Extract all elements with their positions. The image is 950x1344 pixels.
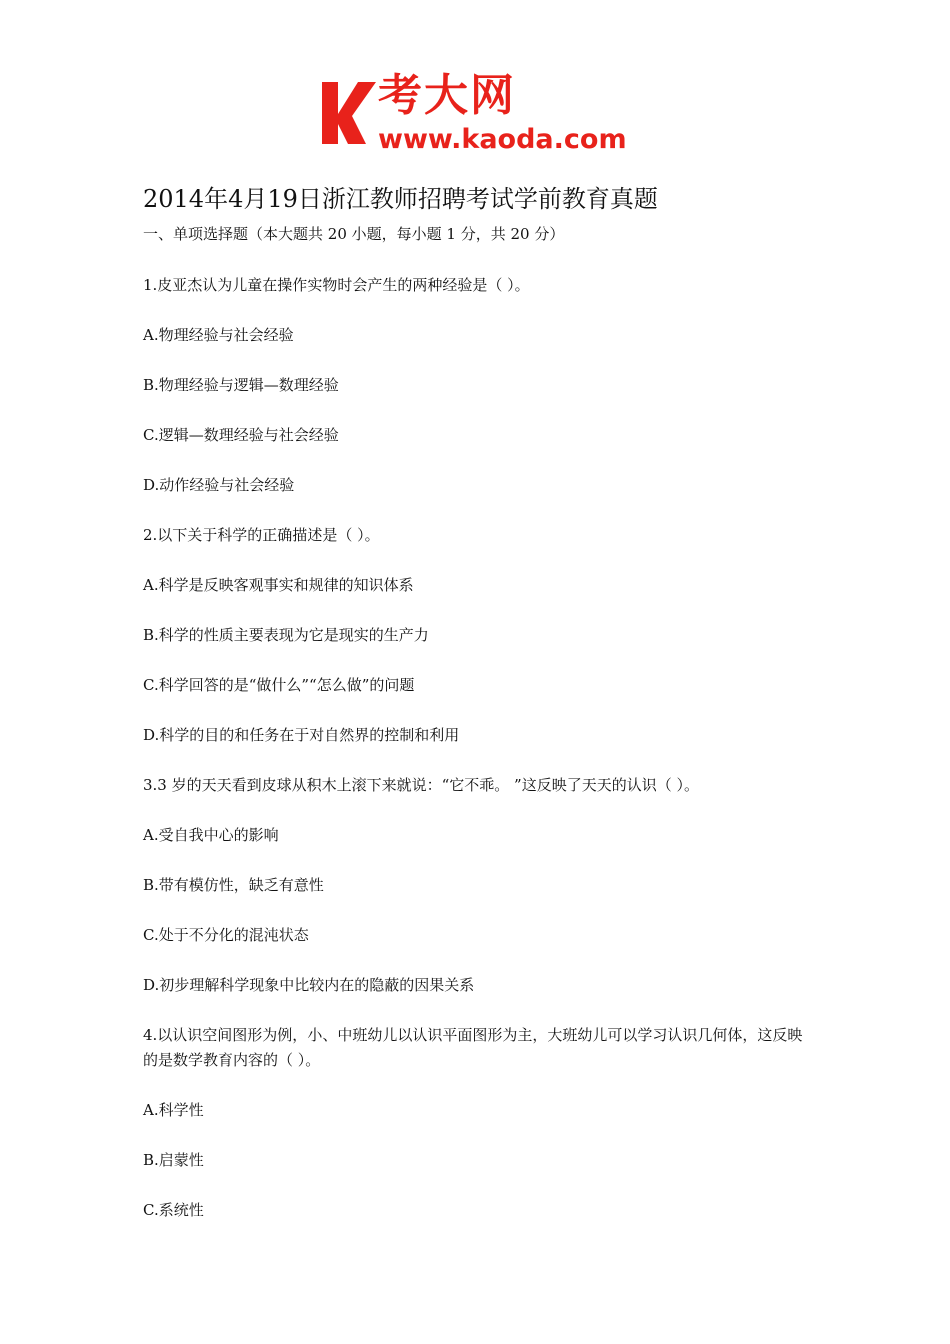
- exam-content: [143, 223, 823, 1248]
- option-a: A.物理经验与社会经验: [143, 326, 294, 344]
- option-c: C.系统性: [143, 1201, 204, 1219]
- question-2: [143, 523, 823, 748]
- option-b: B.物理经验与逻辑—数理经验: [143, 376, 339, 394]
- option-d: D.动作经验与社会经验: [143, 476, 295, 494]
- k-logo-icon: [318, 78, 380, 148]
- question-stem: 4.以认识空间图形为例，小、中班幼儿以认识平面图形为主，大班幼儿可以学习认识几何体，这反映的是数学教育内容的（ ）。: [143, 1026, 803, 1069]
- document-title: 2014年4月19日浙江教师招聘考试学前教育真题: [143, 185, 658, 213]
- kaoda-logo: [318, 70, 648, 160]
- option-a: A.科学是反映客观事实和规律的知识体系: [143, 576, 414, 594]
- option-c: C.处于不分化的混沌状态: [143, 926, 309, 944]
- option-a: A.科学性: [143, 1101, 204, 1119]
- logo-url-text: www.kaoda.com: [378, 124, 627, 155]
- option-a: A.受自我中心的影响: [143, 826, 279, 844]
- section-heading: 一、单项选择题（本大题共 20 小题，每小题 1 分，共 20 分）: [143, 225, 565, 243]
- question-3: [143, 773, 823, 998]
- question-stem: 2.以下关于科学的正确描述是（ ）。: [143, 526, 380, 544]
- option-c: C.科学回答的是“做什么”“怎么做”的问题: [143, 676, 415, 694]
- logo-brand-text: 考大网: [378, 70, 516, 121]
- option-d: D.科学的目的和任务在于对自然界的控制和利用: [143, 726, 460, 744]
- question-stem: 1.皮亚杰认为儿童在操作实物时会产生的两种经验是（ ）。: [143, 276, 530, 294]
- option-b: B.带有模仿性，缺乏有意性: [143, 876, 324, 894]
- option-d: D.初步理解科学现象中比较内在的隐蔽的因果关系: [143, 976, 475, 994]
- option-b: B.科学的性质主要表现为它是现实的生产力: [143, 626, 429, 644]
- question-4: [143, 1023, 823, 1223]
- option-c: C.逻辑—数理经验与社会经验: [143, 426, 339, 444]
- question-1: [143, 273, 823, 498]
- option-b: B.启蒙性: [143, 1151, 204, 1169]
- question-stem: 3.3 岁的天天看到皮球从积木上滚下来就说：“它不乖。 ”这反映了天天的认识（ ）。: [143, 776, 699, 794]
